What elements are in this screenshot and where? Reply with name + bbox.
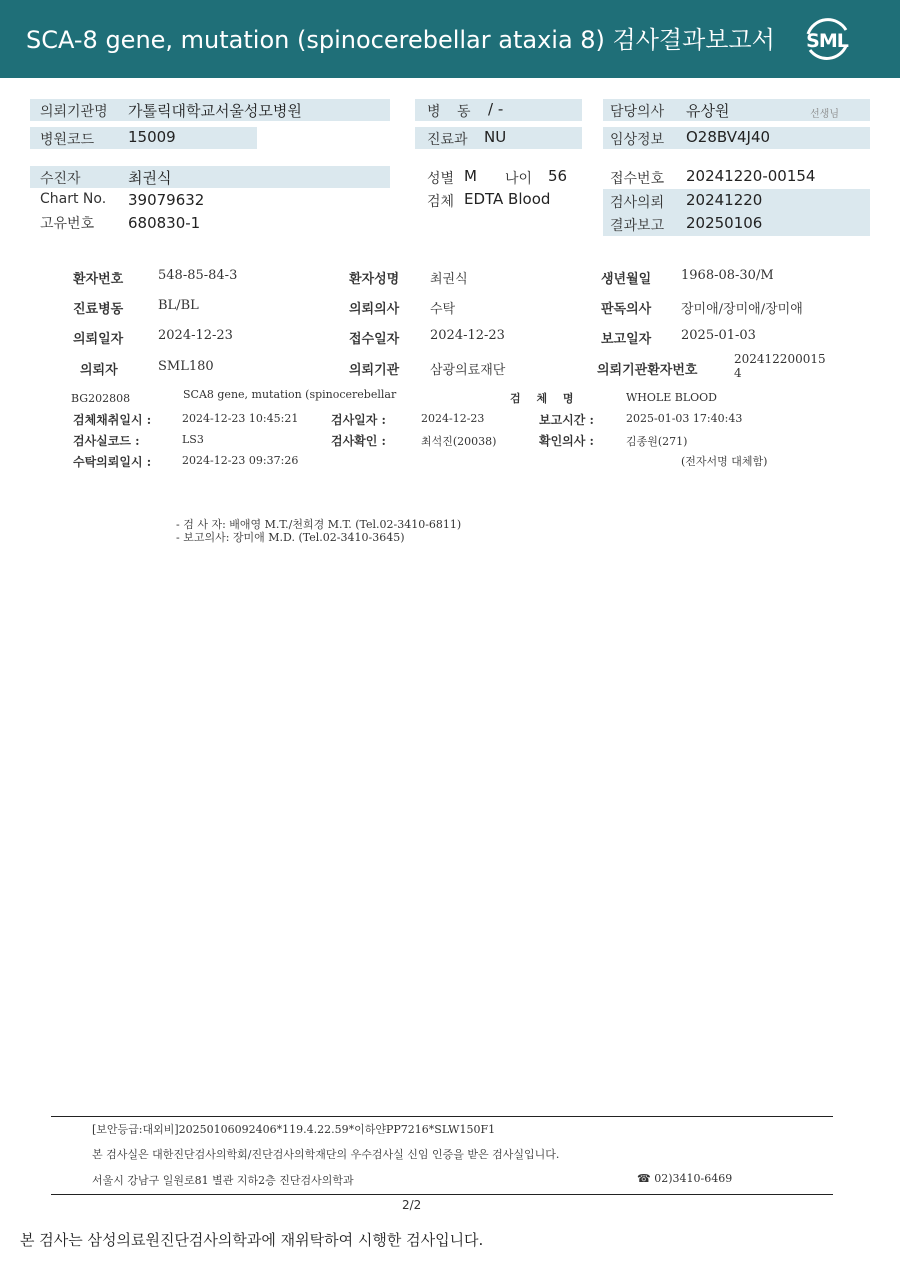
hospcode-label: 병원코드	[40, 132, 95, 148]
report-header	[0, 0, 900, 78]
doctor-value: 유상원	[686, 102, 730, 120]
report-time-value: 2025-01-03 17:40:43	[626, 412, 743, 425]
reporter-line: - 보고의사: 장미애 M.D. (Tel.02-3410-3645)	[176, 531, 405, 544]
test-confirm-label: 검사확인 :	[331, 434, 386, 448]
institution-patient-no-label: 의뢰기관환자번호	[597, 363, 698, 378]
receipt-date-value: 2024-12-23	[430, 328, 505, 343]
report-time-label: 보고시간 :	[539, 413, 594, 427]
age-label: 나이	[505, 171, 533, 187]
reading-doctor-label: 판독의사	[601, 302, 652, 317]
field-bar	[30, 166, 390, 188]
request-label: 검사의뢰	[610, 195, 665, 211]
report-value: 20250106	[686, 214, 763, 232]
address-line: 서울시 강남구 일원로81 별관 지하2층 진단검사의학과	[92, 1174, 354, 1187]
birth-label: 생년월일	[601, 272, 652, 287]
test-code: BG202808	[71, 392, 131, 405]
clinical-value: O28BV4J40	[686, 128, 771, 146]
test-name: SCA8 gene, mutation (spinocerebellar	[183, 388, 397, 401]
test-date-label: 검사일자 :	[331, 413, 386, 427]
footer-rule-bottom	[51, 1194, 833, 1195]
report-label: 결과보고	[610, 218, 665, 234]
patient-label: 수진자	[40, 171, 81, 187]
consign-time-value: 2024-12-23 09:37:26	[182, 454, 299, 467]
uid-value: 680830-1	[128, 214, 201, 232]
request-value: 20241220	[686, 191, 763, 209]
ward-scan-label: 진료병동	[73, 302, 124, 317]
ward-scan-value: BL/BL	[158, 298, 199, 313]
specimen-label: 검체	[427, 194, 455, 210]
clinical-label: 임상정보	[610, 132, 665, 148]
sex-value: M	[464, 167, 477, 185]
confirm-doctor-label: 확인의사 :	[539, 434, 594, 448]
dept-value: NU	[484, 128, 507, 146]
receipt-value: 20241220-00154	[686, 167, 816, 185]
collection-time-value: 2024-12-23 10:45:21	[182, 412, 299, 425]
sml-logo	[802, 14, 852, 64]
logo-text: SML	[806, 30, 848, 52]
report-title: SCA-8 gene, mutation (spinocerebellar ataxia 8) 검사결과보고서	[26, 26, 775, 54]
hospital-label: 의뢰기관명	[40, 104, 108, 120]
uid-label: 고유번호	[40, 216, 95, 232]
reading-doctor-value: 장미애/장미애/장미애	[681, 302, 803, 317]
patient-no-value: 548-85-84-3	[158, 268, 238, 283]
tester-line: - 검 사 자: 배애영 M.T./천희경 M.T. (Tel.02-3410-6811)	[176, 518, 462, 531]
confirm-doctor-value: 김종원(271)	[626, 435, 688, 448]
certification-line: 본 검사실은 대한진단검사의학회/진단검사의학재단의 우수검사실 신임 인증을 받은 검사실입니다.	[92, 1148, 560, 1161]
doctor-suffix: 선생님	[810, 109, 839, 120]
specimen-name-value: WHOLE BLOOD	[626, 391, 717, 404]
patient-value: 최권식	[128, 169, 172, 187]
patient-name-label: 환자성명	[349, 272, 400, 287]
institution-label: 의뢰기관	[349, 363, 400, 378]
test-confirm-value: 최석진(20038)	[421, 435, 497, 448]
lab-code-label: 검사실코드 :	[73, 434, 140, 448]
phone-line: ☎ 02)3410-6469	[637, 1172, 733, 1185]
footer-rule-top	[51, 1116, 833, 1117]
receipt-date-label: 접수일자	[349, 332, 400, 347]
consign-time-label: 수탁의뢰일시 :	[73, 455, 152, 469]
sex-label: 성별	[427, 171, 455, 187]
request-date-value: 2024-12-23	[158, 328, 233, 343]
institution-patient-no-value: 202412200015	[734, 352, 826, 366]
ward-value: / -	[488, 100, 504, 118]
security-line: [보안등급:대외비]20250106092406*119.4.22.59*이하얀PP7216*SLW150F1	[92, 1123, 496, 1136]
institution-patient-no-value-cont: 4	[734, 366, 742, 380]
receipt-label: 접수번호	[610, 171, 665, 187]
requester-value: SML180	[158, 359, 214, 374]
lab-code-value: LS3	[182, 433, 204, 446]
request-date-label: 의뢰일자	[73, 332, 124, 347]
patient-name-value: 최권식	[430, 272, 468, 287]
chart-label: Chart No.	[40, 191, 107, 207]
consignment-note: 본 검사는 삼성의료원진단검사의학과에 재위탁하여 시행한 검사입니다.	[20, 1231, 484, 1249]
test-date-value: 2024-12-23	[421, 412, 485, 425]
e-signature-note: (전자서명 대체함)	[681, 455, 768, 468]
patient-no-label: 환자번호	[73, 272, 124, 287]
specimen-name-label: 검 체 명	[510, 392, 580, 405]
age-value: 56	[548, 167, 568, 185]
referring-doctor-value: 수탁	[430, 302, 456, 317]
report-date-label: 보고일자	[601, 332, 652, 347]
ward-label: 병 동	[427, 104, 477, 120]
institution-value: 삼광의료재단	[430, 363, 506, 378]
referring-doctor-label: 의뢰의사	[349, 302, 400, 317]
doctor-label: 담당의사	[610, 104, 665, 120]
collection-time-label: 검체채취일시 :	[73, 413, 152, 427]
hospital-value: 가톨릭대학교서울성모병원	[128, 102, 302, 120]
chart-value: 39079632	[128, 191, 205, 209]
birth-value: 1968-08-30/M	[681, 268, 774, 283]
specimen-value: EDTA Blood	[464, 190, 551, 208]
hospcode-value: 15009	[128, 128, 176, 146]
page-number: 2/2	[402, 1198, 422, 1212]
report-date-value: 2025-01-03	[681, 328, 756, 343]
dept-label: 진료과	[427, 132, 468, 148]
requester-label: 의뢰자	[80, 363, 118, 378]
